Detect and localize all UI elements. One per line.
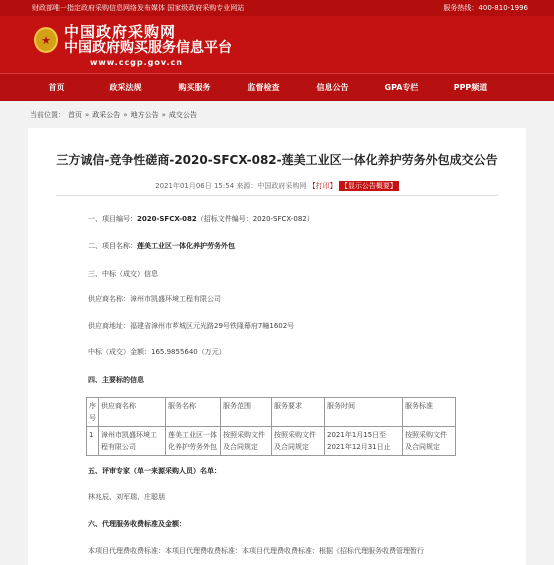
article-date: 2021年01月06日 15:54 [155,182,235,190]
header-cell: 服务名称 [166,398,221,427]
section-heading: 六、代理服务收费标准及金额： [88,520,186,528]
bid-items-table [86,397,456,456]
table-cell: 1 [87,427,99,456]
breadcrumb-prefix: 当前位置： [30,111,65,119]
supplier-address: 供应商地址：福建省漳州市芗城区元光路29号铁隆幕府7幢1602号 [88,322,295,330]
article-title: 三方诚信-竞争性磋商-2020-SFCX-082-莲美工业区一体化养护劳务外包成交公告 [56,153,498,167]
nav-supervision[interactable]: 监督检查 [247,83,280,92]
section-heading: 四、主要标的信息 [88,376,144,384]
header-cell: 供应商名称 [99,398,166,427]
nav-purchase-services[interactable]: 购买服务 [178,83,211,92]
section-award-info: 三、中标（成交）信息 [88,270,158,278]
nav-home[interactable]: 首页 [48,83,65,92]
table-cell: 按照采购文件及合同规定 [403,427,456,456]
table-cell: 按照采购文件及合同规定 [272,427,325,456]
print-link[interactable]: 【打印】 [308,182,337,190]
project-name: 莲美工业区一体化养护劳务外包 [137,242,235,250]
top-slogan: 财政部唯一指定政府采购信息网络发布媒体 国家级政府采购专业网站 [32,4,245,12]
article-source: 来源：中国政府采购网 [236,182,307,190]
nav-regulations[interactable]: 政采法规 [109,83,142,92]
breadcrumb [0,101,554,129]
nav-gpa[interactable]: GPA专栏 [384,83,419,92]
breadcrumb-separator: » [85,111,90,119]
breadcrumb-separator: » [161,111,166,119]
table-header-row [87,398,456,427]
article-card [28,128,526,565]
article-meta [28,181,526,191]
section-project-number [88,214,314,224]
section-heading: 五、评审专家（单一来源采购人员）名单： [88,467,221,475]
table-cell: 2021年1月15日至2021年12月31日止 [325,427,403,456]
header-cell: 服务范围 [221,398,272,427]
site-header [0,16,554,73]
main-nav [0,73,554,101]
nav-announcements[interactable]: 信息公告 [316,83,349,92]
section-experts [88,466,221,476]
header-cell: 服务标准 [403,398,456,427]
service-hotline: 服务热线：400-810-1996 [443,4,528,12]
top-info-bar [0,0,554,16]
tender-number-note: （招标文件编号：2020-SFCX-082） [196,215,314,223]
table-cell: 按照采购文件及合同规定 [221,427,272,456]
site-logo-subtitle[interactable]: 中国政府购买服务信息平台 [64,40,232,56]
section-main-items [88,375,144,385]
section-agency-fee [88,519,186,529]
supplier-name: 供应商名称：漳州市凯盛环境工程有限公司 [88,295,221,303]
breadcrumb-separator: » [123,111,128,119]
table-cell: 漳州市凯盛环境工程有限公司 [99,427,166,456]
expert-names: 林兆辰、刘军瑞、庄聪朋 [88,493,165,501]
agency-fee-text: 本项目代理费收费标准：本项目代理费收费标准：本项目代理费收费标准：根据《招标代理服务收费管理暂行 [88,547,424,555]
national-emblem-icon[interactable]: ★ [34,27,58,53]
award-amount: 中标（成交）金额：165.9855640（万元） [88,348,226,356]
section-label: 一、项目编号： [88,215,137,223]
breadcrumb-local[interactable]: 地方公告 [130,111,159,119]
section-label: 二、项目名称： [88,242,137,250]
show-summary-button[interactable]: 【显示公告概要】 [340,182,397,190]
breadcrumb-home[interactable]: 首页 [68,111,82,119]
section-project-name [88,241,235,251]
table-row [87,427,456,456]
nav-ppp[interactable]: PPP频道 [453,83,488,92]
header-cell: 序号 [87,398,99,427]
header-cell: 服务要求 [272,398,325,427]
project-number: 2020-SFCX-082 [137,215,197,223]
breadcrumb-deal[interactable]: 成交公告 [168,111,197,119]
site-logo-title[interactable]: 中国政府采购网 [64,23,177,41]
table-cell: 莲美工业区一体化养护劳务外包 [166,427,221,456]
breadcrumb-announcements[interactable]: 政采公告 [92,111,121,119]
site-logo-url: www.ccgp.gov.cn [90,58,183,67]
title-divider [56,195,498,196]
header-cell: 服务时间 [325,398,403,427]
